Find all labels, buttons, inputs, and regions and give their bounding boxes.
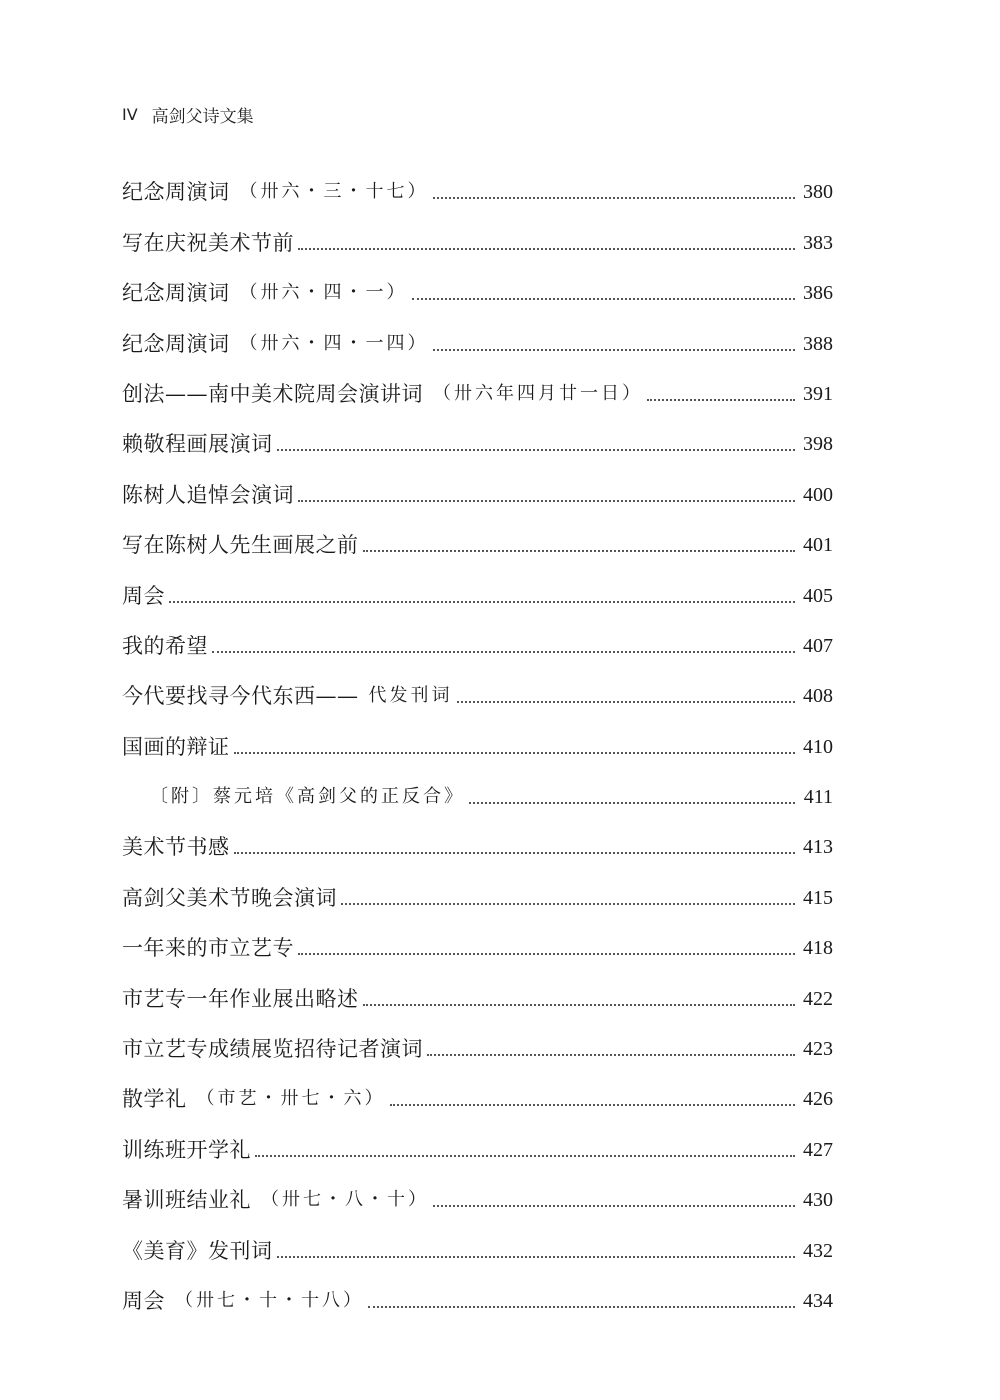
toc-entry-note: （卅七・八・十） [261,1189,429,1211]
toc-entry[interactable] [122,158,833,208]
book-title: 高剑父诗文集 [151,106,254,127]
toc-entry-title: 周会 [122,1288,165,1313]
toc-entry-title: 周会 [122,583,165,608]
toc-entry[interactable] [122,863,833,913]
toc-entry[interactable] [122,813,833,863]
toc-entry[interactable] [122,360,833,410]
toc-entry[interactable] [122,511,833,561]
toc-entry-title: 《美育》发刊词 [122,1238,273,1263]
toc-entry[interactable] [122,208,833,258]
toc-entry-page-number: 388 [803,332,833,355]
dot-leader [298,500,795,502]
toc-entry-title: 今代要找寻今代东西—— [122,684,359,709]
toc-entry[interactable] [122,1166,833,1216]
toc-entry-title: 市立艺专成绩展览招待记者演词 [122,1037,423,1062]
toc-entry-title: 写在陈树人先生画展之前 [122,533,359,558]
dot-leader [647,399,795,401]
dot-leader [212,651,795,653]
toc-entry-title: 我的希望 [122,633,208,658]
toc-entry[interactable] [122,612,833,662]
dot-leader [433,1205,795,1207]
toc-entry[interactable] [122,763,833,813]
toc-entry-title: 创法——南中美术院周会演讲词 [122,381,423,406]
toc-entry-page-number: 410 [803,735,833,758]
dot-leader [433,197,796,199]
toc-entry-note: （市艺・卅七・六） [196,1088,386,1110]
toc-entry-page-number: 386 [803,282,833,305]
dot-leader [427,1054,795,1056]
toc-entry-title: 国画的辩证 [122,734,230,759]
toc-entry-note: （卅六・三・十七） [239,181,429,203]
toc-entry-page-number: 413 [803,836,833,859]
toc-entry-note: 〔附〕蔡元培《高剑父的正反合》 [150,786,465,808]
toc-entry-title: 暑训班结业礼 [122,1188,251,1213]
toc-entry[interactable] [122,964,833,1014]
toc-entry-title: 美术节书感 [122,835,230,860]
toc-entry-title: 赖敬程画展演词 [122,432,273,457]
dot-leader [469,802,795,804]
toc-entry-page-number: 391 [803,382,833,405]
toc-entry-page-number: 400 [803,483,833,506]
dot-leader [234,752,796,754]
dot-leader [298,248,795,250]
toc-entry[interactable] [122,1216,833,1266]
toc-entry[interactable] [122,712,833,762]
toc-entry-page-number: 415 [803,886,833,909]
toc-entry[interactable] [122,1115,833,1165]
toc-entry-page-number: 401 [803,534,833,557]
table-of-contents [122,158,833,1317]
toc-entry-page-number: 407 [803,634,833,657]
toc-entry-note: （卅七・十・十八） [175,1289,364,1311]
toc-entry[interactable] [122,561,833,611]
dot-leader [234,852,796,854]
dot-leader [277,1256,796,1258]
toc-entry-page-number: 427 [803,1138,833,1161]
dot-leader [433,349,796,351]
toc-entry-page-number: 418 [803,937,833,960]
toc-entry[interactable] [122,662,833,712]
toc-entry[interactable] [122,1015,833,1065]
toc-entry-page-number: 426 [803,1088,833,1111]
toc-entry[interactable] [122,1065,833,1115]
toc-entry[interactable] [122,259,833,309]
toc-entry-title: 纪念周演词 [122,331,230,356]
toc-entry[interactable] [122,1267,833,1317]
toc-entry-page-number: 411 [803,786,833,809]
dot-leader [277,449,796,451]
toc-entry-title: 市艺专一年作业展出略述 [122,986,359,1011]
toc-entry-title: 散学礼 [122,1087,187,1112]
dot-leader [457,701,796,703]
toc-entry-title: 一年来的市立艺专 [122,936,294,961]
running-head [122,100,254,128]
toc-entry-note: （卅六・四・一） [239,282,408,304]
dot-leader [298,953,795,955]
dot-leader [368,1306,795,1308]
toc-entry-title: 写在庆祝美术节前 [122,230,294,255]
toc-entry-title: 纪念周演词 [122,281,230,306]
dot-leader [341,903,795,905]
dot-leader [390,1104,796,1106]
toc-entry-page-number: 380 [803,181,833,204]
toc-entry-page-number: 422 [803,987,833,1010]
toc-entry-page-number: 423 [803,1038,833,1061]
dot-leader [169,601,795,603]
toc-entry-note: （卅六・四・一四） [239,332,429,354]
toc-entry-note: （卅六年四月廿一日） [433,382,643,404]
toc-entry-page-number: 430 [803,1189,833,1212]
dot-leader [363,1004,796,1006]
page-folio: IV [122,104,138,124]
toc-entry[interactable] [122,410,833,460]
dot-leader [255,1155,795,1157]
toc-entry-page-number: 408 [803,685,833,708]
toc-entry-title: 训练班开学礼 [122,1137,251,1162]
toc-entry-title: 陈树人追悼会演词 [122,482,294,507]
toc-entry[interactable] [122,309,833,359]
toc-entry-page-number: 398 [803,433,833,456]
toc-entry-page-number: 432 [803,1239,833,1262]
toc-entry-page-number: 434 [803,1289,833,1312]
toc-entry-page-number: 383 [803,231,833,254]
toc-entry-title: 纪念周演词 [122,180,230,205]
toc-entry[interactable] [122,460,833,510]
toc-entry-title: 高剑父美术节晚会演词 [122,885,337,910]
dot-leader [412,298,796,300]
toc-entry-note: 代发刊词 [368,685,453,707]
toc-entry-page-number: 405 [803,584,833,607]
dot-leader [363,550,796,552]
toc-entry[interactable] [122,914,833,964]
